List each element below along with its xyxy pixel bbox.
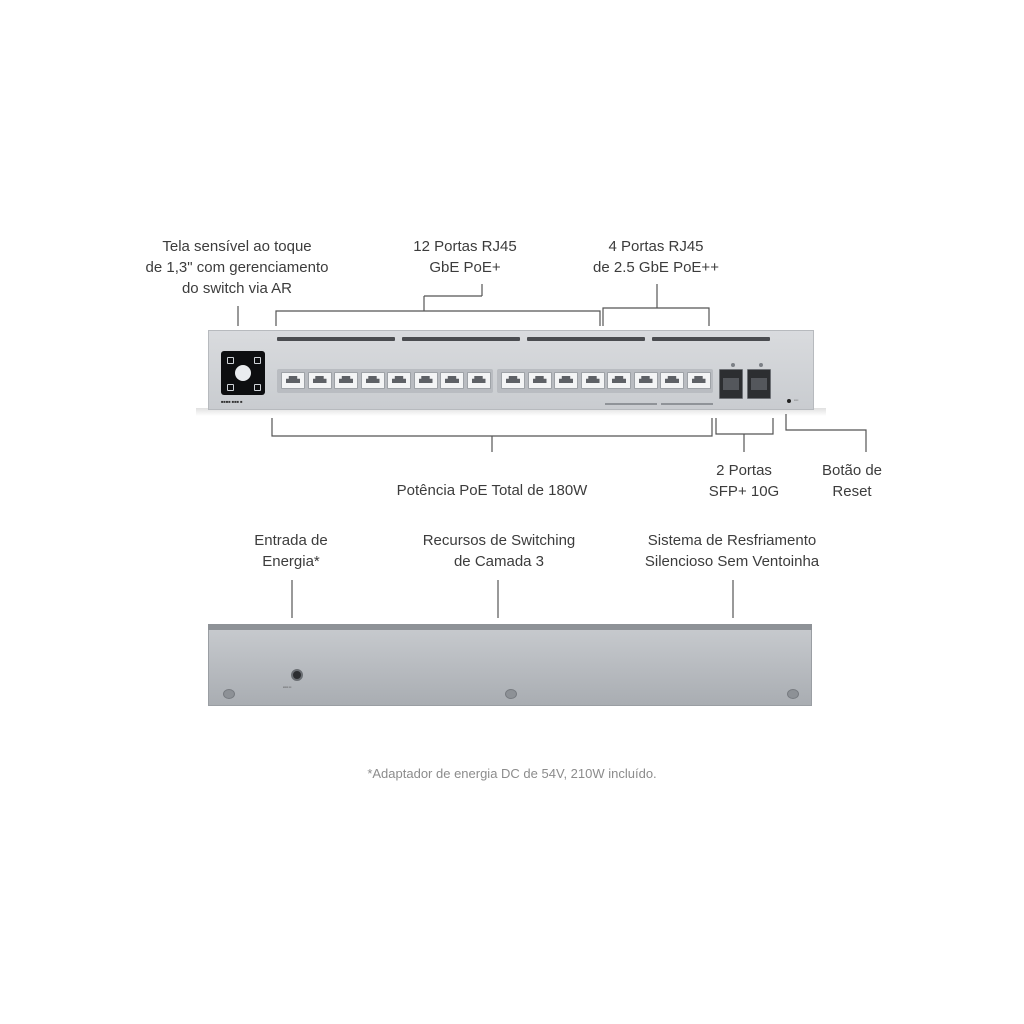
- back-panel-top-edge: [208, 624, 812, 630]
- model-badge: ■■■■ ■■■ ■: [221, 399, 243, 404]
- rj45-port: [554, 372, 578, 389]
- rj45-port: [467, 372, 491, 389]
- sfp-port-2: [747, 369, 771, 399]
- touchscreen-display: [221, 351, 265, 395]
- screen-icon: [254, 384, 261, 391]
- screen-center-icon: [235, 365, 251, 381]
- vent-slot: [652, 337, 770, 341]
- rj45-port: [334, 372, 358, 389]
- sfp-label: 2 Portas SFP+ 10G: [708, 462, 780, 500]
- rj45-port: [634, 372, 658, 389]
- reset-button: [787, 399, 791, 403]
- rj45-port: [501, 372, 525, 389]
- rj45-port: [414, 372, 438, 389]
- reset-marking: ▪▪▪▪: [794, 398, 799, 402]
- rj45-port: [361, 372, 385, 389]
- rj45-port: [687, 372, 711, 389]
- vent-slot: [277, 337, 395, 341]
- dc-power-jack: [291, 669, 303, 681]
- rj45-port: [607, 372, 631, 389]
- sfp-led: [759, 363, 763, 367]
- rj45-25gbe-label: 4 Portas RJ45 de 2.5 GbE PoE++: [593, 238, 719, 276]
- footnote: *Adaptador de energia DC de 54V, 210W incluído.: [367, 766, 657, 781]
- rj45-port: [528, 372, 552, 389]
- rubber-foot: [505, 689, 517, 699]
- sfp-led: [731, 363, 735, 367]
- screen-icon: [254, 357, 261, 364]
- rj45-port: [440, 372, 464, 389]
- screen-icon: [227, 384, 234, 391]
- dc-power-marking: ▪▪▪▪▪ ▪▪: [283, 685, 292, 689]
- screen-icon: [227, 357, 234, 364]
- rubber-foot: [787, 689, 799, 699]
- rj45-port: [660, 372, 684, 389]
- rubber-foot: [223, 689, 235, 699]
- poe-plus-plus-bar: [661, 403, 713, 405]
- poe-plus-plus-bar: [605, 403, 657, 405]
- vent-slot: [402, 337, 520, 341]
- rj45-port: [281, 372, 305, 389]
- switch-front-panel: [208, 330, 814, 410]
- cooling-label: Sistema de Resfriamento Silencioso Sem Ventoinha: [644, 532, 820, 570]
- rj45-port: [387, 372, 411, 389]
- switch-back-panel: [208, 624, 812, 706]
- vent-slot: [527, 337, 645, 341]
- rj45-port: [308, 372, 332, 389]
- power-input-label: Entrada de Energia*: [254, 532, 328, 570]
- layer3-label: Recursos de Switching de Camada 3: [422, 532, 576, 570]
- poe-total-label: Potência PoE Total de 180W: [396, 482, 588, 499]
- reset-label: Botão de Reset: [821, 462, 883, 500]
- touchscreen-label: Tela sensível ao toque de 1,3" com gerenciamento do switch via AR: [145, 238, 329, 297]
- sfp-port-1: [719, 369, 743, 399]
- rj45-gbe-label: 12 Portas RJ45 GbE PoE+: [413, 238, 517, 276]
- rj45-port: [581, 372, 605, 389]
